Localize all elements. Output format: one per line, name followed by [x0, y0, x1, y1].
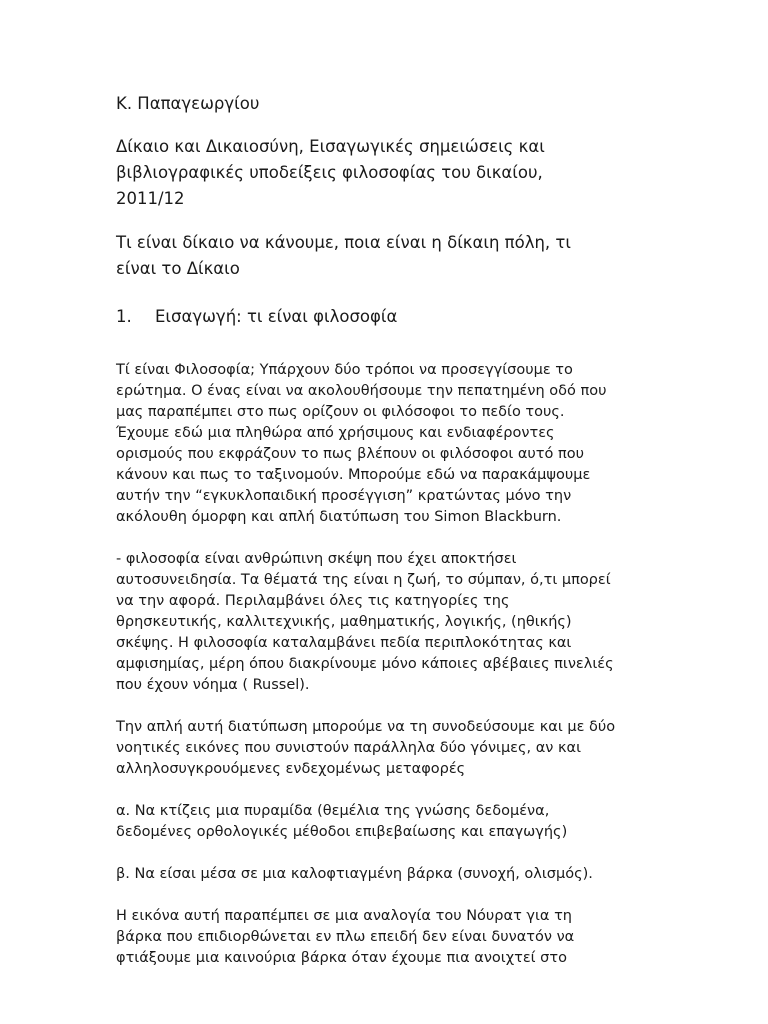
paragraph-line: αμφισημίας, μέρη όπου διακρίνουμε μόνο κάποιες αβέβαιες πινελιές	[116, 656, 614, 672]
paragraph-line: δεδομένες ορθολογικές μέθοδοι επιβεβαίωσης και επαγωγής)	[116, 824, 568, 840]
paragraph-line: μας παραπέμπει στο πως ορίζουν οι φιλόσοφοι το πεδίο τους.	[116, 404, 565, 420]
paragraph	[116, 906, 636, 969]
paragraph-line: φτιάξουμε μια καινούρια βάρκα όταν έχουμε πια ανοιχτεί στο	[116, 950, 567, 966]
paragraph-line: ερώτημα. Ο ένας είναι να ακολουθήσουμε την πεπατημένη οδό που	[116, 383, 607, 399]
paragraph-line: αυτήν την “εγκυκλοπαιδική προσέγγιση” κρατώντας μόνο την	[116, 488, 572, 504]
document-page	[116, 92, 636, 990]
paragraph	[116, 717, 636, 780]
paragraph-line: Η εικόνα αυτή παραπέμπει σε μια αναλογία του Νόυρατ για τη	[116, 908, 572, 924]
paragraph-line: νοητικές εικόνες που συνιστούν παράλληλα δύο γόνιμες, αν και	[116, 740, 582, 756]
paragraph-line: ακόλουθη όμορφη και απλή διατύπωση του Simon Blackburn.	[116, 509, 562, 525]
paragraph	[116, 864, 636, 885]
paragraph-line: να την αφορά. Περιλαμβάνει όλες τις κατηγορίες της	[116, 593, 510, 609]
paragraph-line: α. Να κτίζεις μια πυραμίδα (θεμέλια της γνώσης δεδομένα,	[116, 803, 550, 819]
paragraph-line: Τί είναι Φιλοσοφία; Υπάρχουν δύο τρόποι να προσεγγίσουμε το	[116, 362, 573, 378]
document-title	[116, 134, 636, 212]
title-line: 2011/12	[116, 189, 185, 208]
paragraph	[116, 549, 636, 696]
paragraph-line: βάρκα που επιδιορθώνεται εν πλω επειδή δεν είναι δυνατόν να	[116, 929, 575, 945]
paragraph-line: - φιλοσοφία είναι ανθρώπινη σκέψη που έχει αποκτήσει	[116, 551, 517, 567]
section-heading	[116, 304, 636, 330]
paragraph-line: Έχουμε εδώ μια πληθώρα από χρήσιμους και ενδιαφέροντες	[116, 425, 555, 441]
paragraph-line: σκέψης. Η φιλοσοφία καταλαμβάνει πεδία περιπλοκότητας και	[116, 635, 572, 651]
paragraph-line: αλληλοσυγκρουόμενες ενδεχομένως μεταφορές	[116, 761, 466, 777]
paragraph-line: Την απλή αυτή διατύπωση μπορούμε να τη συνοδεύσουμε και με δύο	[116, 719, 616, 735]
paragraph-line: β. Να είσαι μέσα σε μια καλοφτιαγμένη βάρκα (συνοχή, ολισμός).	[116, 866, 593, 882]
document-subtitle	[116, 230, 636, 282]
paragraph-line: ορισμούς που εκφράζουν το πως βλέπουν οι φιλόσοφοι αυτό που	[116, 446, 584, 462]
subtitle-line: Τι είναι δίκαιο να κάνουμε, ποια είναι η δίκαιη πόλη, τι	[116, 233, 571, 252]
paragraph-line: θρησκευτικής, καλλιτεχνικής, μαθηματικής, λογικής, (ηθικής)	[116, 614, 572, 630]
section-title: Εισαγωγή: τι είναι φιλοσοφία	[155, 307, 398, 326]
subtitle-line: είναι το Δίκαιο	[116, 259, 240, 278]
paragraph-line: που έχουν νόημα ( Russel).	[116, 677, 310, 693]
paragraph-line: αυτοσυνειδησία. Τα θέματά της είναι η ζωή, το σύμπαν, ό,τι μπορεί	[116, 572, 611, 588]
title-line: βιβλιογραφικές υποδείξεις φιλοσοφίας του δικαίου,	[116, 163, 543, 182]
paragraph	[116, 360, 636, 528]
author-name: Κ. Παπαγεωργίου	[116, 94, 260, 113]
paragraph-line: κάνουν και πως το ταξινομούν. Μπορούμε εδώ να παρακάμψουμε	[116, 467, 591, 483]
section-number: 1.	[116, 307, 132, 326]
paragraph	[116, 801, 636, 843]
title-line: Δίκαιο και Δικαιοσύνη, Εισαγωγικές σημειώσεις και	[116, 137, 545, 156]
